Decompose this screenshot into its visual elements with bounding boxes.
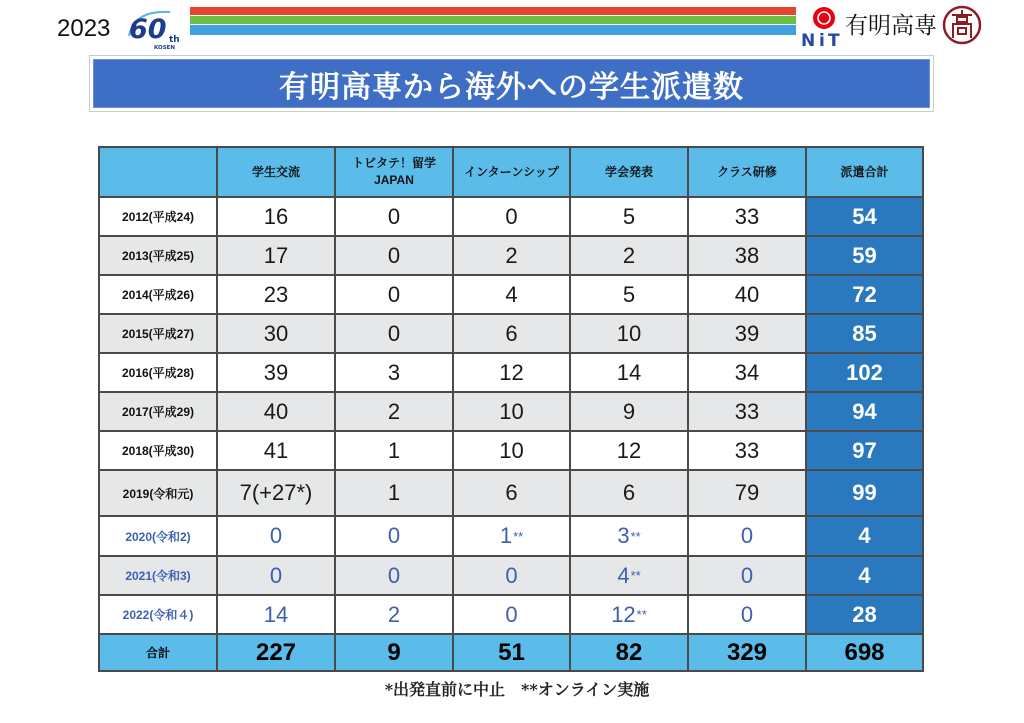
row-label: 2016(平成28)	[100, 354, 216, 391]
table-cell: 0	[689, 596, 805, 633]
table-cell: 23	[218, 276, 334, 313]
table-cell: 30	[218, 315, 334, 352]
logo-60-label: KOSEN	[154, 45, 176, 51]
table-cell: 3	[336, 354, 452, 391]
table-cell: 12	[454, 354, 569, 391]
table-cell: 0	[218, 557, 334, 594]
table-cell: 79	[689, 471, 805, 515]
table-cell: 33	[689, 432, 805, 469]
nit-logo	[800, 3, 844, 47]
cell-note: **	[630, 528, 641, 544]
cell-note: **	[636, 607, 647, 622]
row-total: 85	[807, 315, 922, 352]
table-cell: 0	[454, 557, 569, 594]
grand-total: 698	[807, 635, 922, 670]
table-cell: 14	[218, 596, 334, 633]
cell-value: 4	[617, 562, 630, 588]
table-cell: 0	[336, 198, 452, 235]
total-row-cell: 227	[218, 635, 334, 670]
table-cell: 39	[218, 354, 334, 391]
nit-logo-n: N	[801, 31, 816, 47]
cell-value: 3	[617, 523, 630, 548]
column-header: インターンシップ	[454, 148, 569, 196]
page-title: 有明高専から海外への学生派遣数	[279, 69, 744, 105]
row-label: 2022(令和４)	[100, 596, 216, 633]
slide-year: 2023	[57, 15, 111, 42]
column-header: 学会発表	[571, 148, 687, 196]
row-label: 2018(平成30)	[100, 432, 216, 469]
table-cell: 7(+27*)	[218, 471, 334, 515]
table-cell: 0	[218, 517, 334, 555]
row-total: 4	[807, 517, 922, 555]
table-cell: 0	[689, 557, 805, 594]
table-cell: 4	[454, 276, 569, 313]
table-cell: 2	[454, 237, 569, 274]
table-cell: 40	[689, 276, 805, 313]
cell-note: **	[513, 528, 524, 544]
table-cell: 10	[454, 432, 569, 469]
table-cell: 0	[336, 557, 452, 594]
title-box	[93, 59, 930, 108]
total-row-cell: 82	[571, 635, 687, 670]
table-cell: 14	[571, 354, 687, 391]
cell-value: 12	[611, 601, 636, 627]
table-corner-cell	[100, 148, 216, 196]
table-cell: 1	[336, 471, 452, 515]
table-cell: 16	[218, 198, 334, 235]
table-cell: 10	[571, 315, 687, 352]
table-cell: 17	[218, 237, 334, 274]
total-row-cell: 51	[454, 635, 569, 670]
row-label: 2015(平成27)	[100, 315, 216, 352]
table-cell: 1	[336, 432, 452, 469]
column-header: クラス研修	[689, 148, 805, 196]
table-cell: 6	[454, 315, 569, 352]
dispatch-table	[98, 146, 924, 672]
table-cell	[571, 557, 687, 594]
table-cell: 5	[571, 198, 687, 235]
row-total: 94	[807, 393, 922, 430]
row-total: 28	[807, 596, 922, 633]
table-cell: 33	[689, 198, 805, 235]
row-label: 2012(平成24)	[100, 198, 216, 235]
table-cell: 38	[689, 237, 805, 274]
table-footnote: *出発直前に中止 **オンライン実施	[384, 680, 650, 699]
column-header: 学生交流	[218, 148, 334, 196]
table-cell: 2	[336, 393, 452, 430]
table-cell	[454, 517, 569, 555]
column-header: トビタテ！留学 JAPAN	[336, 148, 452, 196]
table-cell: 33	[689, 393, 805, 430]
school-seal-icon	[942, 4, 982, 46]
table-cell: 0	[336, 237, 452, 274]
row-total: 99	[807, 471, 922, 515]
header-stripe-blue	[190, 25, 796, 35]
logo-60-suffix: th	[169, 35, 180, 45]
table-cell: 6	[454, 471, 569, 515]
row-total: 59	[807, 237, 922, 274]
table-cell: 9	[571, 393, 687, 430]
total-row-label: 合計	[100, 635, 216, 670]
table-cell: 0	[454, 198, 569, 235]
row-total: 97	[807, 432, 922, 469]
table-cell: 40	[218, 393, 334, 430]
total-row-cell: 329	[689, 635, 805, 670]
table-cell: 12	[571, 432, 687, 469]
table-cell: 34	[689, 354, 805, 391]
table-cell: 2	[336, 596, 452, 633]
header-stripe-red	[190, 7, 796, 15]
total-row-cell: 9	[336, 635, 452, 670]
kosen-60th-logo	[126, 5, 186, 51]
table-cell	[571, 596, 687, 633]
row-label: 2019(令和元)	[100, 471, 216, 515]
logo-60-number: 60	[129, 14, 167, 45]
cell-value: 1	[499, 523, 513, 548]
table-cell: 6	[571, 471, 687, 515]
table-cell: 10	[454, 393, 569, 430]
table-cell	[571, 517, 687, 555]
row-total: 54	[807, 198, 922, 235]
table-cell: 0	[336, 276, 452, 313]
table-cell: 41	[218, 432, 334, 469]
nit-logo-t: T	[828, 31, 840, 47]
cell-note: **	[630, 568, 641, 583]
table-cell: 0	[336, 315, 452, 352]
nit-logo-i: i	[819, 31, 825, 47]
row-label: 2017(平成29)	[100, 393, 216, 430]
row-label: 2021(令和3)	[100, 557, 216, 594]
table-cell: 0	[689, 517, 805, 555]
table-cell: 39	[689, 315, 805, 352]
row-label: 2014(平成26)	[100, 276, 216, 313]
header-stripe-green	[190, 16, 796, 24]
row-label: 2020(令和2)	[100, 517, 216, 555]
row-total: 4	[807, 557, 922, 594]
table-cell: 2	[571, 237, 687, 274]
table-cell: 0	[336, 517, 452, 555]
row-total: 102	[807, 354, 922, 391]
table-cell: 5	[571, 276, 687, 313]
table-cell: 0	[454, 596, 569, 633]
title-banner	[89, 55, 934, 112]
row-total: 72	[807, 276, 922, 313]
school-name: 有明高専	[845, 12, 937, 38]
column-header: 派遣合計	[807, 148, 922, 196]
row-label: 2013(平成25)	[100, 237, 216, 274]
